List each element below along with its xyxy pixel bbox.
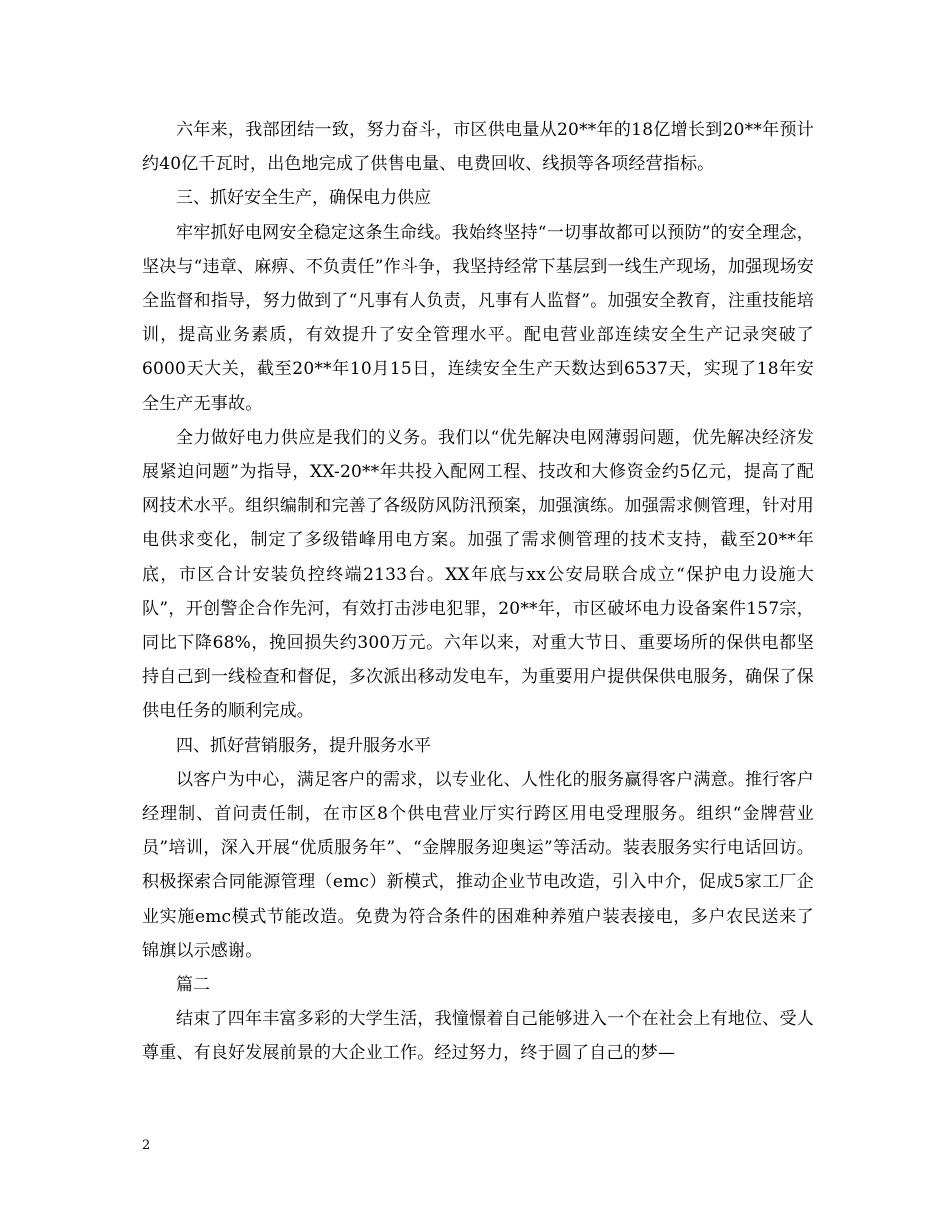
paragraph-power-supply: 全力做好电力供应是我们的义务。我们以“优先解决电网薄弱问题，优先解决经济发展紧迫问题”为指导，XX-20**年共投入配网工程、技改和大修资金约5亿元，提高了配网技术水平。组织编制和完善了各级防风防汛预案，加强演练。加强需求侧管理，针对用电供求变化，制定了多级错峰用电方案。加强了需求侧管理的技术支持，截至20**年底，市区合计安装负控终端2133台。XX年底与xx公安局联合成立“保护电力设施大队”，开创警企合作先河，有效打击涉电犯罪，20**年，市区破坏电力设备案件157宗，同比下降68%，挽回损失约300万元。六年以来，对重大节日、重要场所的保供电都坚持自己到一线检查和督促，多次派出移动发电车，为重要用户提供保供电服务，确保了保供电任务的顺利完成。 <box>142 427 814 722</box>
page-number: 2 <box>142 1138 151 1153</box>
section-heading-safety: 三、抓好安全生产，确保电力供应 <box>176 188 431 209</box>
paragraph-customer-service: 以客户为中心，满足客户的需求，以专业化、人性化的服务赢得客户满意。推行客户经理制、首问责任制，在市区8个供电营业厅实行跨区用电受理服务。组织“金牌营业员”培训，深入开展“优质服务年”、“金牌服务迎奥运”等活动。装表服务实行电话回访。积极探索合同能源管理（emc）新模式，推动企业节电改造，引入中介，促成5家工厂企业实施emc模式节能改造。免费为符合条件的困难种养殖户装表接电，多户农民送来了锦旗以示感谢。 <box>142 769 814 961</box>
section-heading-part-two: 篇二 <box>176 975 210 996</box>
section-heading-marketing: 四、抓好营销服务，提升服务水平 <box>176 735 431 756</box>
paragraph-safety-lifeline: 牢牢抓好电网安全稳定这条生命线。我始终坚持“一切事故都可以预防”的安全理念，坚决与“违章、麻痹、不负责任”作斗争，我坚持经常下基层到一线生产现场，加强现场安全监督和指导，努力做到了“凡事有人负责，凡事有人监督”。加强安全教育，注重技能培训，提高业务素质，有效提升了安全管理水平。配电营业部连续安全生产记录突破了6000天大关，截至20**年10月15日，连续安全生产天数达到6537天，实现了18年安全生产无事故。 <box>142 222 814 414</box>
paragraph-college-life: 结束了四年丰富多彩的大学生活，我憧憬着自己能够进入一个在社会上有地位、受人尊重、有良好发展前景的大企业工作。经过努力，终于圆了自己的梦— <box>142 1009 814 1064</box>
document-body <box>142 113 814 1071</box>
paragraph-supply-growth: 六年来，我部团结一致，努力奋斗，市区供电量从20**年的18亿增长到20**年预计约40亿千瓦时，出色地完成了供售电量、电费回收、线损等各项经营指标。 <box>142 120 814 175</box>
